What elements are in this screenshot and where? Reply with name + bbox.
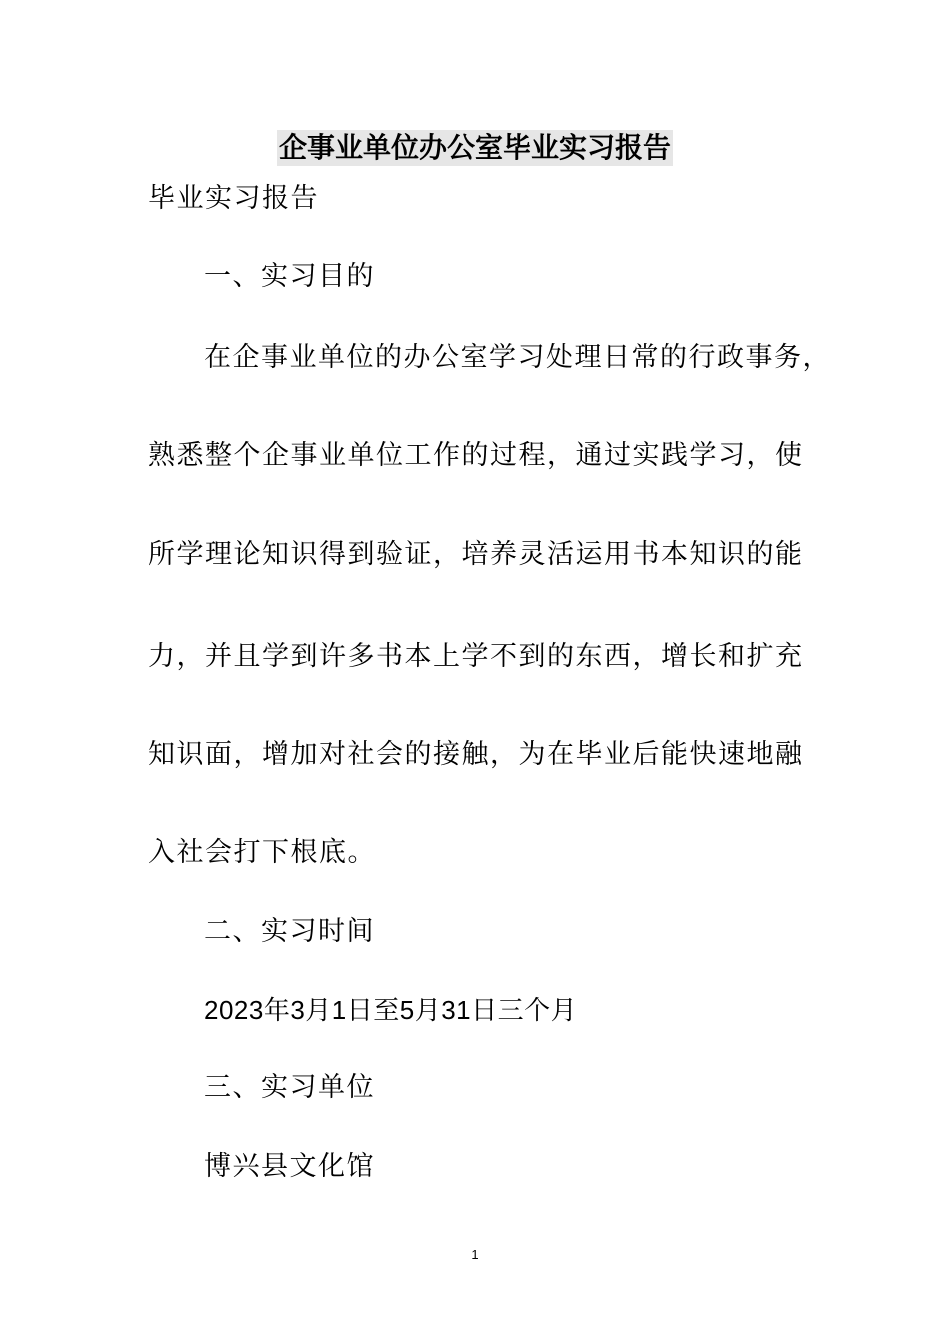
section-heading-time: 二、实习时间: [204, 916, 375, 947]
paragraph-line: 所学理论知识得到验证，培养灵活运用书本知识的能: [148, 539, 804, 570]
paragraph-line: 熟悉整个企事业单位工作的过程，通过实践学习，使: [148, 440, 804, 471]
page-number: 1: [471, 1247, 479, 1262]
paragraph-line: 知识面，增加对社会的接触，为在毕业后能快速地融: [148, 739, 804, 770]
document-title: 企事业单位办公室毕业实习报告: [278, 131, 671, 164]
internship-period: 2023年3月1日至5月31日三个月: [204, 995, 578, 1025]
section-heading-purpose: 一、实习目的: [204, 261, 375, 292]
paragraph-line: 力，并且学到许多书本上学不到的东西，增长和扩充: [148, 641, 804, 672]
internship-unit: 博兴县文化馆: [204, 1151, 375, 1182]
document-subtitle: 毕业实习报告: [148, 183, 319, 214]
paragraph-line: 在企事业单位的办公室学习处理日常的行政事务，: [204, 342, 831, 373]
title-container: [0, 130, 950, 166]
section-heading-unit: 三、实习单位: [204, 1072, 375, 1103]
paragraph-line: 入社会打下根底。: [148, 837, 376, 868]
